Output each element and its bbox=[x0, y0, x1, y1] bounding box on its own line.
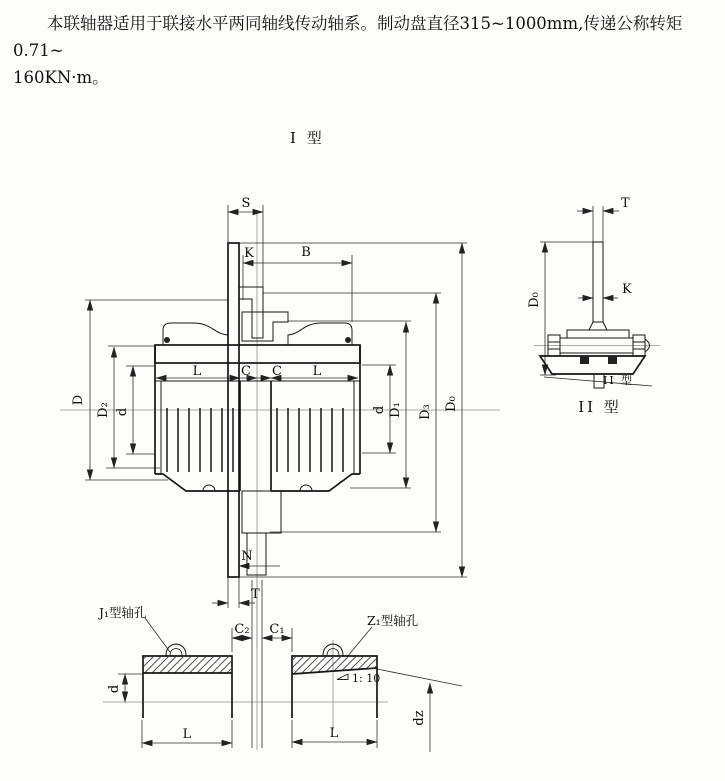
dim-label-s: S bbox=[241, 196, 251, 211]
dim-label-D2: D₂ bbox=[96, 402, 111, 418]
dim-label-D0: D₀ bbox=[444, 396, 459, 412]
hub-boss bbox=[242, 312, 288, 341]
taper-ratio-label: 1: 10 bbox=[352, 672, 381, 685]
dim-label-b: B bbox=[301, 245, 311, 260]
fig-ii-overlay-label: II 型 bbox=[603, 374, 635, 387]
dim-label-d-left: d bbox=[115, 407, 130, 417]
z-bore-label: Z₁型轴孔 bbox=[367, 613, 419, 628]
dim-label-t: T bbox=[251, 587, 260, 602]
ii-dim-label-D0: D₀ bbox=[527, 292, 542, 308]
z-dim-label-dz: dz bbox=[412, 710, 427, 726]
j-dim-label-L: L bbox=[182, 727, 192, 742]
fig-ii-shapes bbox=[540, 242, 650, 388]
fig-main-title: I 型 bbox=[290, 129, 325, 147]
dim-label-C-left: C bbox=[241, 364, 251, 379]
ii-dim-label-t: T bbox=[621, 196, 630, 211]
left-flange-cap bbox=[163, 323, 228, 345]
dim-label-C-right: C bbox=[272, 364, 282, 379]
right-seal-ring bbox=[345, 337, 351, 343]
j-dim-label-d: d bbox=[107, 684, 122, 694]
dim-label-D1: D₁ bbox=[388, 402, 403, 418]
dim-label-L-left: L bbox=[192, 364, 202, 379]
dim-label-d-right: d bbox=[372, 405, 387, 415]
dim-label-k: K bbox=[244, 246, 254, 261]
ii-dim-label-k: K bbox=[622, 282, 632, 297]
shaft-step-upper bbox=[242, 491, 281, 533]
gear-teeth bbox=[167, 408, 343, 472]
ii-brake-disc bbox=[593, 242, 603, 322]
dim-label-n: N bbox=[241, 549, 253, 564]
fig-ii-title: II 型 bbox=[578, 398, 622, 416]
ii-flange-plate bbox=[567, 330, 629, 338]
dim-label-D: D bbox=[71, 394, 86, 406]
intro-line-1: 本联轴器适用于联接水平两同轴线传动轴系。制动盘直径315~1000mm,传递公称转矩0.71~ bbox=[13, 14, 683, 60]
dim-label-L-right: L bbox=[312, 364, 322, 379]
dim-label-C2: C₂ bbox=[234, 622, 250, 637]
taper-symbol bbox=[337, 674, 348, 680]
intro-line-2: 160KN·m。 bbox=[13, 68, 109, 87]
ii-left-seal bbox=[580, 356, 589, 364]
dim-label-C1: C₁ bbox=[269, 622, 285, 637]
ii-right-seal bbox=[608, 356, 617, 364]
fig-j-shapes bbox=[143, 644, 232, 718]
z-dim-label-L: L bbox=[329, 726, 339, 741]
left-seal-ring bbox=[164, 337, 170, 343]
dim-label-D3: D₃ bbox=[418, 404, 433, 420]
right-hub-bottom bbox=[271, 474, 360, 491]
j-bore-label: J₁型轴孔 bbox=[99, 605, 147, 620]
ii-dish bbox=[540, 356, 645, 374]
outer-sleeve bbox=[155, 345, 360, 363]
right-flange-cap bbox=[288, 323, 352, 345]
